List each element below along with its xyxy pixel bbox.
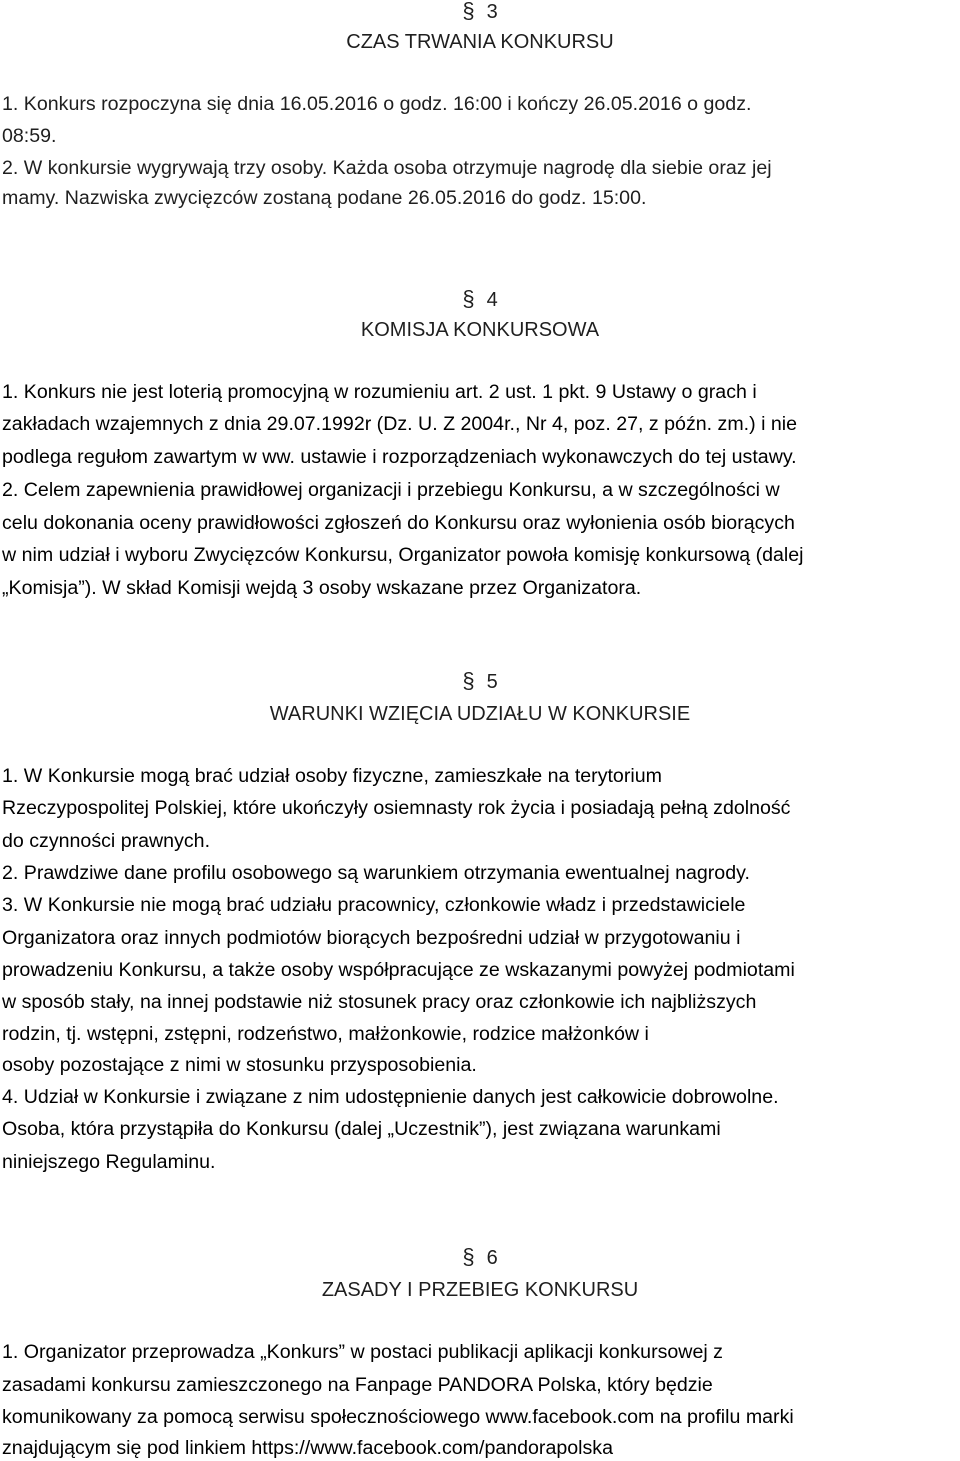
section-5-line-9: rodzin, tj. wstępni, zstępni, rodzeństwo, małżonkowie, rodzice małżonków i (2, 1023, 649, 1045)
section-4-number: 4 (486, 289, 498, 311)
section-6-line-4: znajdującym się pod linkiem https://www.facebook.com/pandorapolska (2, 1437, 613, 1459)
section-5-line-12: Osoba, która przystąpiła do Konkursu (dalej „Uczestnik”), jest związana warunkami (2, 1118, 721, 1140)
section-4-title: KOMISJA KONKURSOWA (360, 319, 600, 341)
section-6-line-2: zasadami konkursu zamieszczonego na Fanpage PANDORA Polska, który będzie (2, 1374, 713, 1396)
section-6-line-3: komunikowany za pomocą serwisu społecznościowego www.facebook.com na profilu marki (2, 1406, 794, 1428)
section-4-line-2: zakładach wzajemnych z dnia 29.07.1992r (Dz. U. Z 2004r., Nr 4, poz. 27, z późn. zm.) i nie (2, 413, 798, 435)
section-6-title: ZASADY I PRZEBIEG KONKURSU (321, 1279, 639, 1301)
section-4-line-4: 2. Celem zapewnienia prawidłowej organizacji i przebiegu Konkursu, a w szczególności w (2, 479, 780, 501)
section-3-number: 3 (486, 1, 498, 23)
section-sign-icon (462, 0, 474, 23)
section-5-number: 5 (486, 671, 498, 693)
section-3-title: CZAS TRWANIA KONKURSU (346, 31, 614, 53)
section-5-line-13: niniejszego Regulaminu. (2, 1151, 216, 1173)
section-4-line-5: celu dokonania oceny prawidłowości zgłoszeń do Konkursu oraz wyłonienia osób biorących (2, 512, 795, 534)
section-3-line-1: 1. Konkurs rozpoczyna się dnia 16.05.2016 o godz. 16:00 i kończy 26.05.2016 o godz. (2, 93, 752, 115)
section-5-line-6: Organizatora oraz innych podmiotów biorących bezpośredni udział w przygotowaniu i (2, 927, 741, 949)
section-5-heading (0, 668, 960, 695)
section-4-line-6: w nim udział i wyboru Zwycięzców Konkursu, Organizator powoła komisję konkursową (dalej (2, 544, 804, 566)
section-6-heading (0, 1244, 960, 1271)
section-5-line-5: 3. W Konkursie nie mogą brać udziału pracownicy, członkowie władz i przedstawiciele (2, 894, 746, 916)
section-5-line-10: osoby pozostające z nimi w stosunku przysposobienia. (2, 1054, 477, 1076)
section-5-line-8: w sposób stały, na innej podstawie niż stosunek pracy oraz członkowie ich najbliższych (2, 991, 757, 1013)
section-3-heading (0, 0, 960, 25)
section-4-heading (0, 286, 960, 313)
section-5-line-2: Rzeczypospolitej Polskiej, które ukończyły osiemnasty rok życia i posiadają pełną zdolność (2, 797, 791, 819)
section-5-line-4: 2. Prawdziwe dane profilu osobowego są warunkiem otrzymania ewentualnej nagrody. (2, 862, 750, 884)
section-5-line-3: do czynności prawnych. (2, 830, 211, 852)
section-3-line-2: 08:59. (2, 125, 57, 147)
section-3-line-4: mamy. Nazwiska zwycięzców zostaną podane 26.05.2016 do godz. 15:00. (2, 187, 647, 209)
section-5-title: WARUNKI WZIĘCIA UDZIAŁU W KONKURSIE (269, 703, 691, 725)
section-3-line-3: 2. W konkursie wygrywają trzy osoby. Każda osoba otrzymuje nagrodę dla siebie oraz jej (2, 157, 772, 179)
section-4-line-1: 1. Konkurs nie jest loterią promocyjną w rozumieniu art. 2 ust. 1 pkt. 9 Ustawy o grach i (2, 381, 757, 403)
section-5-line-1: 1. W Konkursie mogą brać udział osoby fizyczne, zamieszkałe na terytorium (2, 765, 662, 787)
section-4-line-7: „Komisja”). W skład Komisji wejdą 3 osoby wskazane przez Organizatora. (2, 577, 642, 599)
section-sign-icon (462, 286, 474, 311)
section-5-line-7: prowadzeniu Konkursu, a także osoby współpracujące ze wskazanymi powyżej podmiotami (2, 959, 795, 981)
section-sign-icon (462, 668, 474, 693)
section-5-line-11: 4. Udział w Konkursie i związane z nim udostępnienie danych jest całkowicie dobrowolne. (2, 1086, 779, 1108)
section-6-line-1: 1. Organizator przeprowadza „Konkurs” w postaci publikacji aplikacji konkursowej z (2, 1341, 723, 1363)
section-6-number: 6 (486, 1247, 498, 1269)
section-4-line-3: podlega regułom zawartym w ww. ustawie i rozporządzeniach wykonawczych do tej ustawy. (2, 446, 797, 468)
section-sign-icon (462, 1244, 474, 1269)
